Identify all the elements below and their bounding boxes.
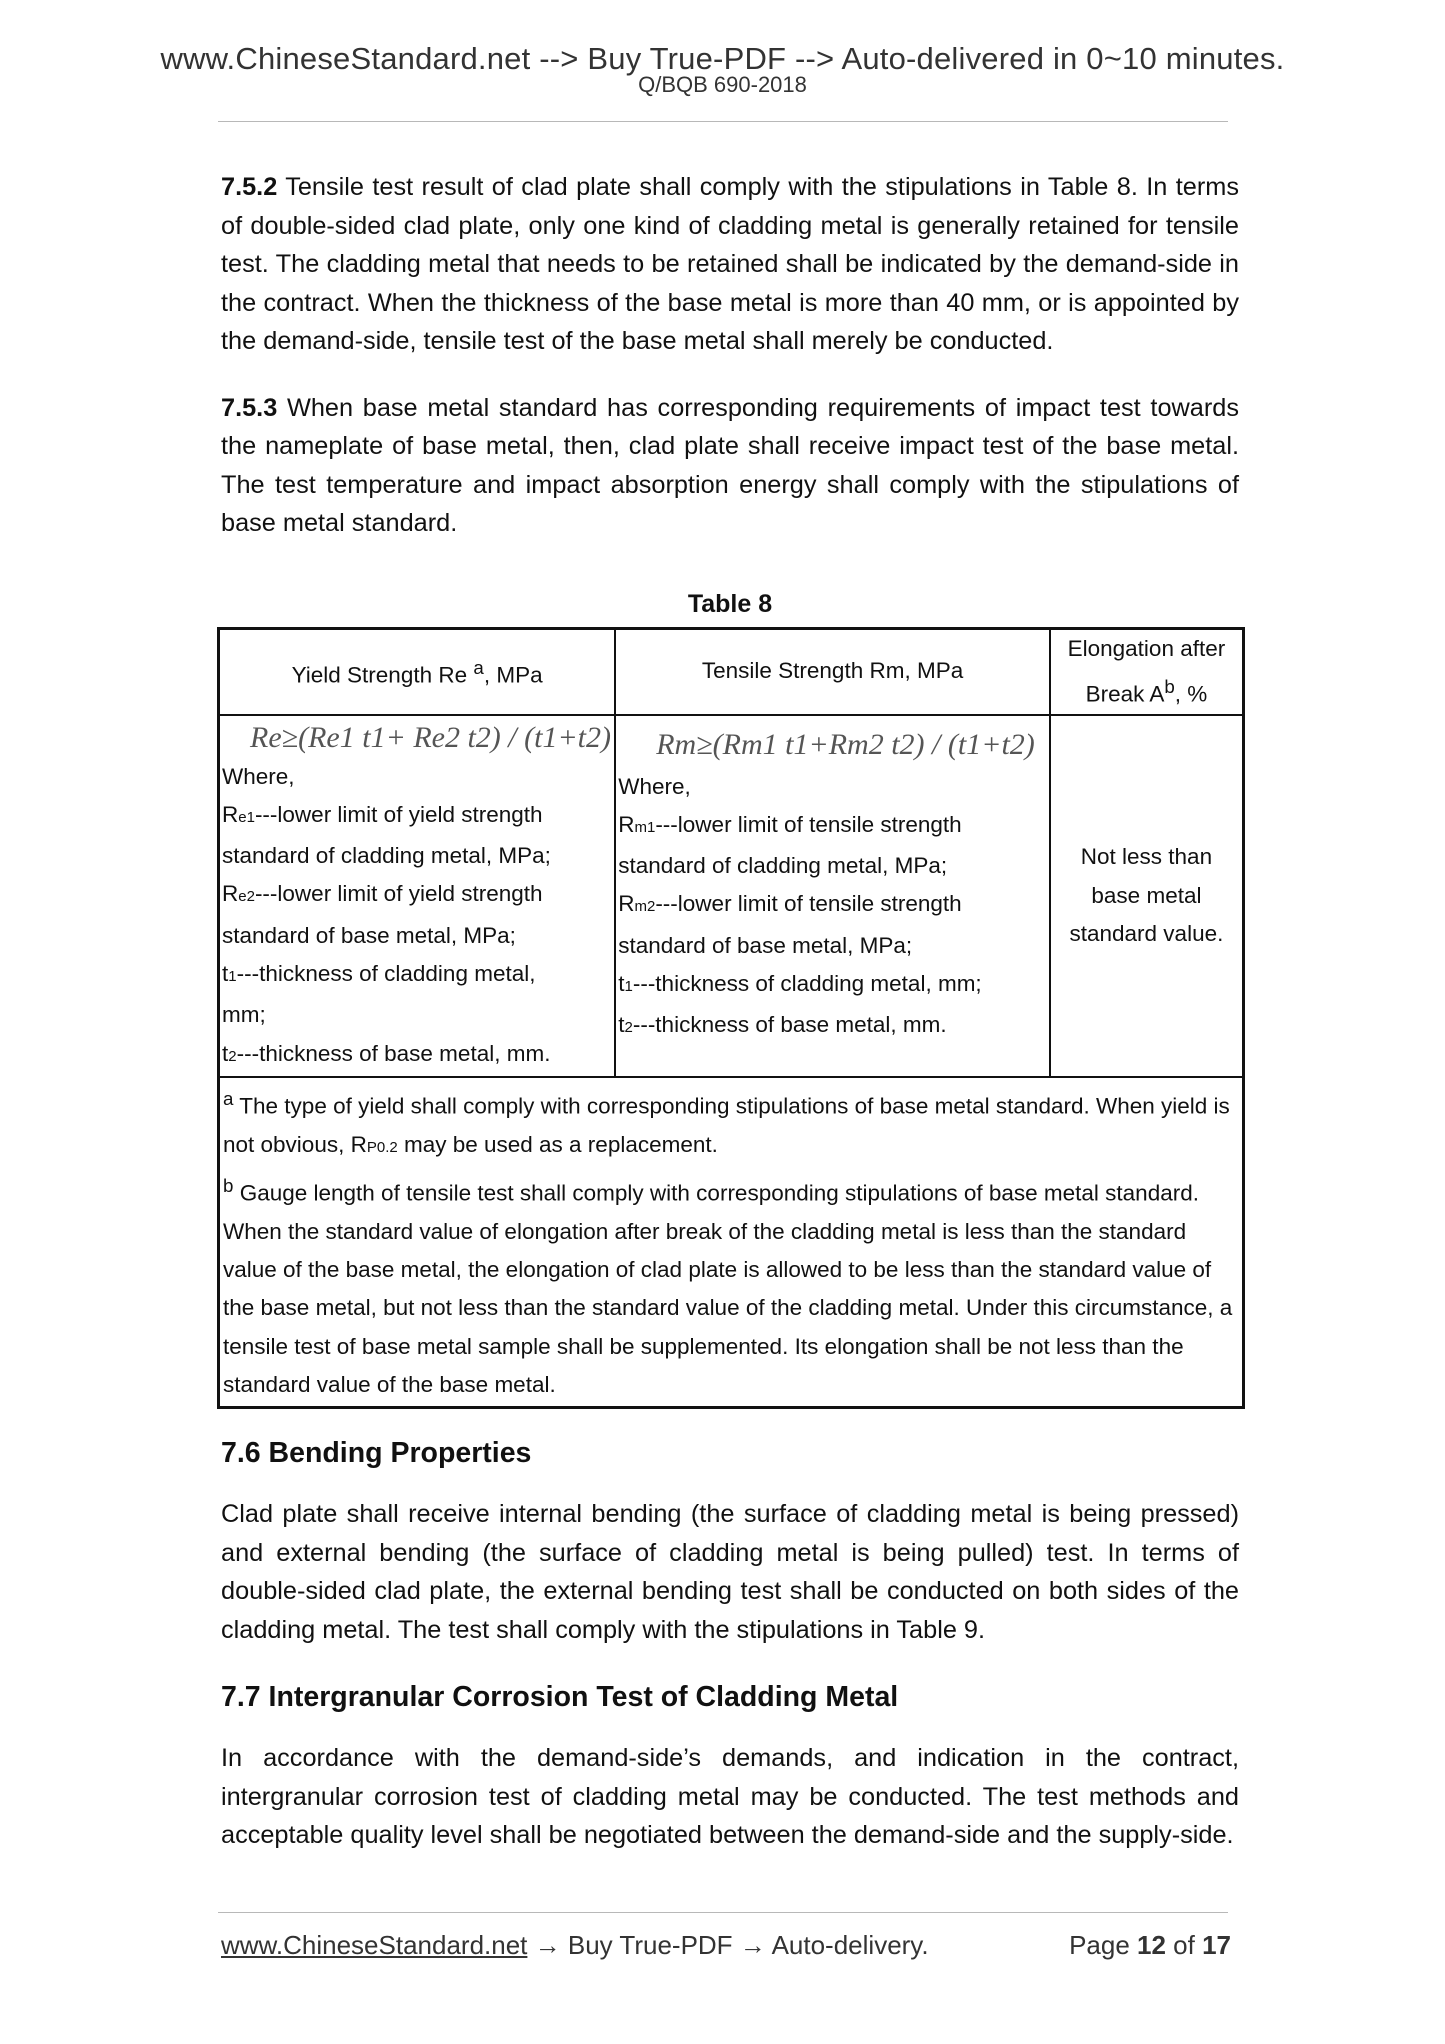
- elongation-line: Not less than: [1080, 844, 1213, 870]
- table-notes-row: [219, 1077, 1244, 1408]
- definition-line: standard of base metal, MPa;: [618, 932, 913, 958]
- page-content: [221, 168, 1239, 1855]
- paragraph-7-7: In accordance with the demand-side’s demands, and indication in the contract, intergranular corrosion test of cladding metal may be conducted. The test methods and acceptable quality level shall be negotiated between the demand-side and the supply-side.: [221, 1744, 1239, 1850]
- clause-number: 7.5.3: [221, 393, 278, 422]
- note-a: $^a$ The type of yield shall comply with corresponding stipulations of base metal standard. When yield is not obvious, RP0.2 may be used as a replacement.: [223, 1087, 1230, 1157]
- table-caption: Table 8: [687, 589, 773, 618]
- definition-line: Rm1---lower limit of tensile strength: [618, 811, 962, 837]
- definition-line: standard of base metal, MPa;: [222, 922, 516, 948]
- table-8: [217, 627, 1245, 1410]
- footer-tagline: → Buy True-PDF → Auto-delivery.: [527, 1930, 929, 1960]
- definition-line: standard of cladding metal, MPa;: [222, 843, 551, 869]
- definition-line: Re2---lower limit of yield strength: [222, 881, 543, 907]
- definition-line: t2---thickness of base metal, mm.: [618, 1012, 947, 1038]
- section-heading-7-6: 7.6 Bending Properties: [221, 1437, 532, 1470]
- elongation-cell: [1050, 715, 1244, 1077]
- yield-strength-cell: [219, 715, 616, 1077]
- definition-line: Re1---lower limit of yield strength: [222, 801, 543, 827]
- footer-rule: [218, 1912, 1228, 1913]
- header-tensile-strength: Tensile Strength Rm, MPa: [615, 628, 1050, 715]
- clause-text: Tensile test result of clad plate shall comply with the stipulations in Table 8. In terms of double-sided clad plate, only one kind of cladding metal is generally retained for tensile test. The cladding metal that needs to be retained shall be indicated by the demand-side in the contract. When the thickness of the base metal is more than 40 mm, or is appointed by the demand-side, tensile test of the base metal shall merely be conducted.: [221, 173, 1239, 355]
- table-header-row: [219, 628, 1244, 715]
- tensile-formula: Rm≥(Rm1 t1+Rm2 t2) / (t1+t2): [656, 727, 1035, 761]
- yield-formula: Re≥(Re1 t1+ Re2 t2) / (t1+t2): [250, 720, 612, 754]
- clause-number: 7.5.2: [221, 173, 278, 201]
- header-rule: [218, 121, 1228, 122]
- document-id: Q/BQB 690-2018: [638, 72, 807, 97]
- header-yield-strength: Yield Strength Re $^a$, MPa: [219, 628, 616, 715]
- footer-link[interactable]: www.ChineseStandard.net: [221, 1930, 528, 1960]
- elongation-line: standard value.: [1069, 920, 1224, 946]
- top-banner: www.ChineseStandard.net --> Buy True-PDF --> Auto-delivered in 0~10 minutes.: [160, 41, 1285, 76]
- definition-line: Rm2---lower limit of tensile strength: [618, 891, 962, 917]
- header-elongation: Elongation after Break $A^b$, %: [1050, 628, 1244, 715]
- clause-text: When base metal standard has corresponding requirements of impact test towards the nameplate of base metal, then, clad plate shall receive impact test of the base metal. The test temperature and impact absorption energy shall comply with the stipulations of base metal standard.: [221, 393, 1239, 537]
- definition-line: t2---thickness of base metal, mm.: [222, 1040, 551, 1066]
- tensile-strength-cell: [615, 715, 1050, 1077]
- definition-line: mm;: [222, 1002, 266, 1028]
- page-number: Page 12 of 17: [1069, 1930, 1231, 1960]
- definition-line: standard of cladding metal, MPa;: [618, 853, 948, 879]
- definition-line: t1---thickness of cladding metal,: [222, 961, 536, 987]
- table-notes: [219, 1077, 1244, 1408]
- elongation-line: base metal: [1091, 882, 1202, 908]
- where-label: Where,: [222, 763, 295, 789]
- definition-line: t1---thickness of cladding metal, mm;: [618, 971, 982, 997]
- paragraph-7-6: Clad plate shall receive internal bending (the surface of cladding metal is being pressed) and external bending (the surface of cladding metal is being pulled) test. In terms of double-sided clad plate, the external bending test shall be conducted on both sides of the cladding metal. The test shall comply with the stipulations in Table 9.: [221, 1500, 1239, 1644]
- paragraph-7-5-3: [221, 389, 1239, 543]
- table-body-row: [219, 715, 1244, 1077]
- section-heading-7-7: 7.7 Intergranular Corrosion Test of Cladding Metal: [221, 1681, 899, 1714]
- paragraph-7-5-2: [221, 168, 1239, 361]
- where-label: Where,: [618, 773, 691, 799]
- note-b: $^b$ Gauge length of tensile test shall comply with corresponding stipulations of base metal standard. When the standard value of elongation after break of the cladding metal is less than the standard value of the base metal, the elongation of clad plate is allowed to be less than the standard value of the base metal, but not less than the standard value of the cladding metal. Under this circumstance, a tensile test of base metal sample shall be supplemented. Its elongation shall be not less than the standard value of the base metal.: [223, 1175, 1233, 1398]
- page-footer: [221, 1930, 1231, 1961]
